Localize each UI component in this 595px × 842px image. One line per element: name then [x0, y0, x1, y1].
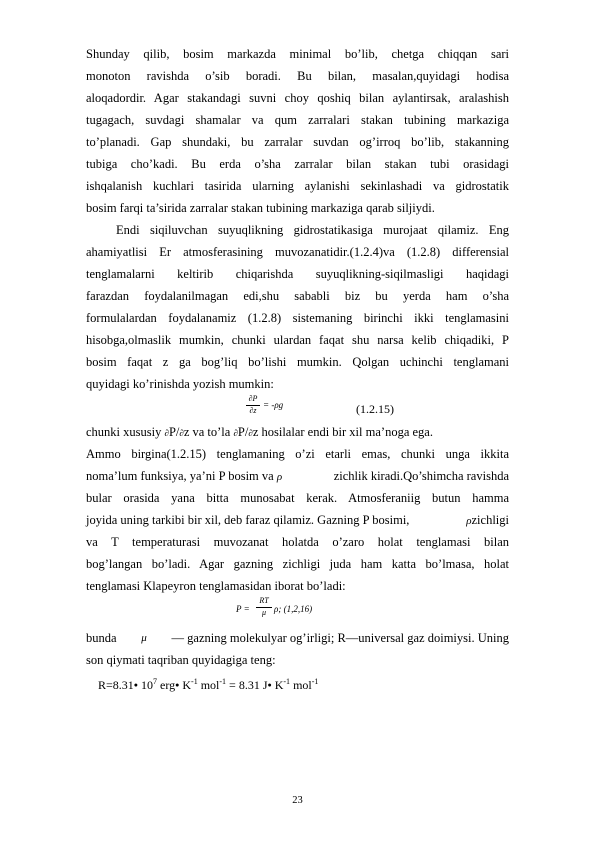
- paragraph-2-line-1: Endi siqiluvchan suyuqlikning gidrostatikasiga murojaat qilamiz. Eng: [116, 223, 509, 237]
- p3-line2-end: zichlik kiradi.Qo’shimcha ravishda: [333, 469, 509, 483]
- eq2-lhs: P =: [236, 604, 250, 614]
- after-eq1-part3: z va to’la: [183, 425, 231, 439]
- const-ten: 10: [141, 678, 154, 692]
- paragraph-3-line-7: tenglamasi Klapeyron tenglamasidan iborat bo’ladi:: [86, 579, 346, 593]
- partial-symbol-2: ∂: [179, 428, 184, 438]
- dot-1: ●: [133, 681, 139, 689]
- after-eq1-line: [86, 424, 509, 441]
- paragraph-2-line-4: farazdan foydalanilmagan edi,shu sababli biz bu yerda ham o’sha: [86, 289, 509, 303]
- rho-symbol-2: ρ: [466, 515, 472, 527]
- paragraph-2-line-7: bosim faqat z ga bog’liq bo’lishi mumkin. Qolgan uchinchi tenglamani: [86, 355, 509, 369]
- p4-line1-rest: — gazning molekulyar og’irligi; R—universal gaz doimiysi. Uning: [171, 631, 509, 645]
- paragraph-3-line-1: Ammo birgina(1.2.15) tenglamaning o’zi etarli emas, chunki unga ikkita: [86, 447, 509, 461]
- paragraph-3-line-5: va T temperaturasi muvozanat holatda o’zaro holat tenglamasi bilan: [86, 535, 509, 549]
- eq2-rest: ρ; (1,2,16): [274, 604, 313, 614]
- const-erg: erg: [157, 678, 176, 692]
- const-joule: = 8.31 J: [226, 678, 268, 692]
- paragraph-1-line-5: to’planadi. Gap shundaki, bu zarralar suvdan og’irroq bo’lib, stakanning: [86, 135, 509, 149]
- page-number: 23: [292, 795, 303, 806]
- dot-2: ●: [175, 681, 180, 689]
- const-exp-k1: -1: [191, 677, 198, 686]
- const-r-value: R=8.31: [98, 678, 134, 692]
- mu-symbol: μ: [141, 632, 147, 644]
- const-mol-2: mol: [290, 678, 312, 692]
- paragraph-1-line-3: aloqadordir. Agar stakandagi suvni choy qoshiq bilan aylantirsak, aralashish: [86, 91, 509, 105]
- dot-3: ●: [267, 681, 272, 689]
- eq1-denominator: ∂z: [249, 406, 257, 415]
- equation-1-2-15: [246, 394, 306, 424]
- equation-1-2-16: [236, 596, 346, 624]
- eq2-denominator: μ: [261, 608, 266, 617]
- p3-line2-text: noma’lum funksiya, ya’ni P bosim va: [86, 469, 274, 483]
- partial-symbol-1: ∂: [164, 428, 169, 438]
- paragraph-1-line-4: tugagach, suvdagi shamalar va qum zarralari stakan tubining markaziga: [86, 113, 509, 127]
- paragraph-2-line-6: hisobga,olmaslik mumkin, chunki ulardan faqat shu narsa kelib chiqadiki, P: [86, 333, 509, 347]
- paragraph-4-line-2: son qiymati taqriban quyidagiga teng:: [86, 653, 276, 667]
- const-exp-k2: -1: [283, 677, 291, 686]
- const-mol-1: mol: [197, 678, 220, 692]
- p3-line4-end: [466, 512, 509, 529]
- partial-symbol-3: ∂: [233, 428, 238, 438]
- rho-symbol: ρ: [276, 471, 283, 483]
- paragraph-1-line-7: ishqalanish kuchlari tasirida ularning aylanishi sekinlashadi va gidrostatik: [86, 179, 509, 193]
- p3-line4-tail: zichligi: [471, 513, 509, 527]
- p4-line1-start: bunda: [86, 631, 117, 645]
- const-exp-mol2: -1: [311, 677, 319, 686]
- paragraph-4-line-1: [86, 630, 509, 646]
- paragraph-1-line-6: tubiga cho’kadi. Bu erda o’sha zarralar bilan stakan tubi orasidagi: [86, 157, 509, 171]
- after-eq1-part1: chunki xususiy: [86, 425, 162, 439]
- p3-line4-start: joyida uning tarkibi bir xil, deb faraz qilamiz. Gazning P bosimi,: [86, 513, 410, 527]
- paragraph-1-line-1: Shunday qilib, bosim markazda minimal bo’lib, chetga chiqqan sari: [86, 47, 509, 61]
- after-eq1-part4: P/: [237, 425, 249, 439]
- after-eq1-part2: P/: [168, 425, 180, 439]
- paragraph-2-line-8: quyidagi ko’rinishda yozish mumkin:: [86, 377, 274, 391]
- paragraph-3-line-2: [86, 468, 509, 485]
- paragraph-3-line-3: bular orasida yana bitta munosabat kerak. Atmosferaniig butun hamma: [86, 491, 509, 505]
- const-k-2: K: [271, 678, 284, 692]
- eq1-rhs: = -ρg: [263, 400, 284, 410]
- eq1-numerator: ∂P: [248, 394, 258, 403]
- const-k-1: K: [179, 678, 192, 692]
- after-eq1-part5: z hosilalar endi bir xil ma’noga ega.: [252, 425, 433, 439]
- paragraph-3-line-6: bog’langan bo’ladi. Agar gazning zichligi juda ham katta bo’lmasa, holat: [86, 557, 509, 571]
- paragraph-1-line-2: monoton ravishda o’sib boradi. Bu bilan, masalan,quyidagi hodisa: [86, 69, 509, 83]
- partial-symbol-4: ∂: [248, 428, 253, 438]
- equation-1-2-15-label: (1.2.15): [356, 402, 394, 416]
- paragraph-3-line-4: [86, 512, 509, 529]
- p3-line2-start: [86, 468, 282, 485]
- const-exp-7: 7: [153, 677, 158, 686]
- paragraph-2-line-5: formulalardan foydalanamiz (1.2.8) sistemaning birinchi ikki tenglamasini: [86, 311, 509, 325]
- eq2-numerator: RT: [259, 596, 269, 605]
- paragraph-2-line-2: ahamiyatlisi Er atmosferasining muvozanatidir.(1.2.4)va (1.2.8) differensial: [86, 245, 509, 259]
- paragraph-2-line-3: tenglamalarni keltirib chiqarishda suyuqlikning-siqilmasligi haqidagi: [86, 267, 509, 281]
- paragraph-1-line-8: bosim farqi ta’sirida zarralar stakan tubining markaziga qarab siljiydi.: [86, 201, 435, 215]
- const-exp-mol1: -1: [219, 677, 227, 686]
- gas-constant-line: [98, 674, 521, 693]
